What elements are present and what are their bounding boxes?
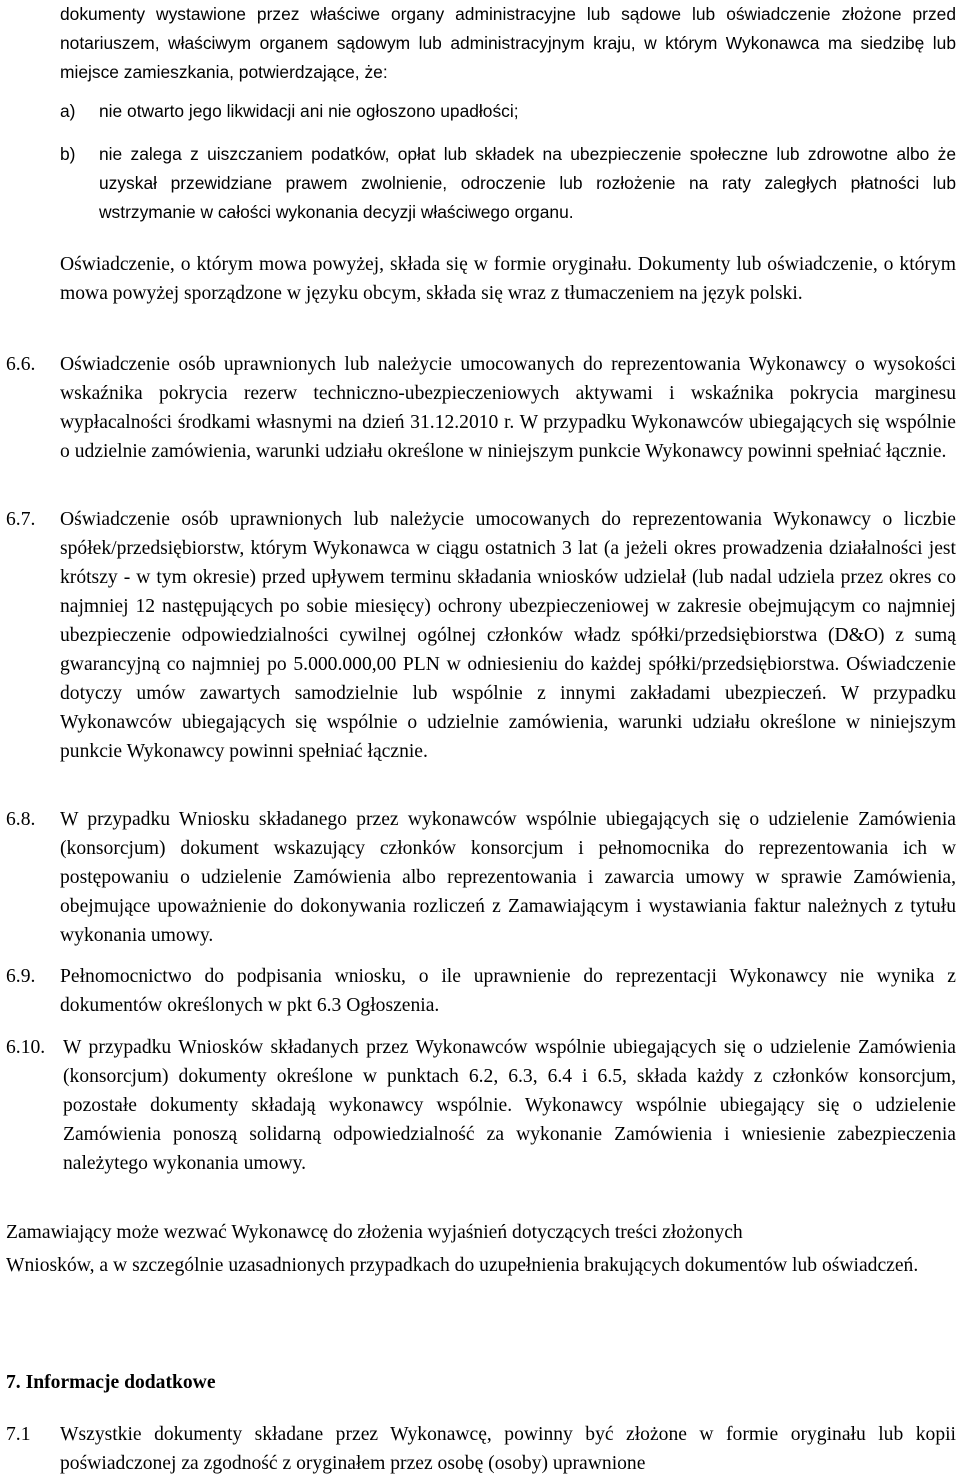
section-6-9 xyxy=(60,962,956,1020)
section-heading xyxy=(6,1368,956,1397)
section-text: Pełnomocnictwo do podpisania wniosku, o ile uprawnienie do reprezentacji Wykonawcy nie wynika z dokumentów określonych w pkt 6.3 Ogłoszenia. xyxy=(60,966,956,1016)
section-heading-text: 7. Informacje dodatkowe xyxy=(6,1372,216,1393)
section-6-8 xyxy=(60,805,956,950)
section-6-6 xyxy=(60,350,956,466)
intro-text: dokumenty wystawione przez właściwe organy administracyjne lub sądowe lub oświadczenie złożone przed notariuszem, właściwym organem sądowym lub administracyjnym kraju, w którym Wykonawca ma siedzibę lub miejsce zamieszkania, potwierdzające, że: xyxy=(60,4,956,82)
closing-text-1: Zamawiający może wezwać Wykonawcę do złożenia wyjaśnień dotyczących treści złożonych xyxy=(6,1222,743,1243)
section-text: Oświadczenie osób uprawnionych lub należycie umocowanych do reprezentowania Wykonawcy o wysokości wskaźnika pokrycia rezerw techniczno-ubezpieczeniowych aktywami i wskaźnika pokrycia marginesu wypłacalności środkami własnymi na dzień 31.12.2010 r. W przypadku Wykonawców ubiegających się wspólnie o udzielnie zamówienia, warunki udziału określone w niniejszym punkcie Wykonawcy powinni spełniać łącznie. xyxy=(60,354,956,462)
statement-paragraph xyxy=(60,250,956,308)
item-text: Wszystkie dokumenty składane przez Wykonawcę, powinny być złożone w formie oryginału lub kopii poświadczonej za zgodność z oryginałem przez osobę (osoby) uprawnione xyxy=(60,1424,956,1474)
section-text: W przypadku Wniosku składanego przez wykonawców wspólnie ubiegających się o udzielenie Zamówienia (konsorcjum) dokument wskazujący członków konsorcjum i pełnomocnika do reprezentowania ich w postępowaniu o udzielenie Zamówienia albo reprezentowania i zawarcia umowy w sprawie Zamówienia, obejmujące upoważnienie do dokonywania rozliczeń z Zamawiającym i wystawiania faktur należnych z tytułu wykonania umowy. xyxy=(60,809,956,946)
statement-text: Oświadczenie, o którym mowa powyżej, składa się w formie oryginału. Dokumenty lub oświadczenie, o którym mowa powyżej sporządzone w języku obcym, składa się wraz z tłumaczeniem na język polski. xyxy=(60,254,956,304)
closing-text-2: Wniosków, a w szczególnie uzasadnionych przypadkach do uzupełnienia brakujących dokumentów lub oświadczeń. xyxy=(6,1255,919,1276)
closing-paragraph xyxy=(6,1251,956,1280)
item-number: 7.1 xyxy=(6,1424,31,1445)
section-number: 6.6. xyxy=(6,354,36,375)
section-number: 6.10. xyxy=(6,1037,46,1058)
closing-line-1 xyxy=(6,1218,956,1247)
sub-item-b-label: b) xyxy=(60,144,76,164)
sub-item-a xyxy=(99,97,956,126)
sub-item-a-text: nie otwarto jego likwidacji ani nie ogłoszono upadłości; xyxy=(99,101,519,121)
sub-item-a-label: a) xyxy=(60,101,76,121)
section-number: 6.8. xyxy=(6,809,36,830)
section-number: 6.7. xyxy=(6,509,36,530)
section-text: Oświadczenie osób uprawnionych lub należycie umocowanych do reprezentowania Wykonawcy o liczbie spółek/przedsiębiorstw, którym Wykonawca w ciągu ostatnich 3 lat (a jeżeli okres prowadzenia działalności jest krótszy - w tym okresie) przed upływem terminu składania wniosków udzielał (lub nadal udziela przez okres co najmniej 12 następujących po sobie miesięcy) ochrony ubezpieczeniowej w zakresie obejmującym co najmniej ubezpieczenie odpowiedzialności cywilnej ogólnej członków władz spółki/przedsiębiorstwa (D&O) z sumą gwarancyjną co najmniej po 5.000.000,00 PLN w odniesieniu do każdej spółki/przedsiębiorstwa. Oświadczenie dotyczy umów zawartych samodzielnie lub wspólnie z innymi zakładami ubezpieczeń. W przypadku Wykonawców ubiegających się wspólnie o udzielnie zamówienia, warunki udziału określone w niniejszym punkcie Wykonawcy powinni spełniać łącznie. xyxy=(60,509,956,762)
intro-paragraph xyxy=(60,0,956,87)
section-6-10 xyxy=(63,1033,956,1178)
section-6-7 xyxy=(60,505,956,766)
section-number: 6.9. xyxy=(6,966,36,987)
sub-item-b xyxy=(99,140,956,227)
sub-item-b-text: nie zalega z uiszczaniem podatków, opłat lub składek na ubezpieczenie społeczne lub zdrowotne albo że uzyskał przewidziane prawem zwolnienie, odroczenie lub rozłożenie na raty zaległych płatności lub wstrzymanie w całości wykonania decyzji właściwego organu. xyxy=(99,144,956,222)
section-text: W przypadku Wniosków składanych przez Wykonawców wspólnie ubiegających się o udzielenie Zamówienia (konsorcjum) dokumenty określone w punktach 6.2, 6.3, 6.4 i 6.5, składa każdy z członków konsorcjum, pozostałe dokumenty składają wykonawcy wspólnie. Wykonawcy wspólnie ubiegający się o udzielenie Zamówienia ponoszą solidarną odpowiedzialność za wykonanie Zamówienia i wniesienie zabezpieczenia należytego wykonania umowy. xyxy=(63,1037,956,1174)
item-7-1 xyxy=(60,1420,956,1478)
